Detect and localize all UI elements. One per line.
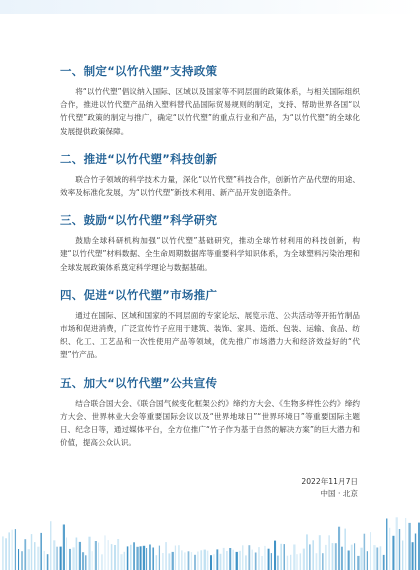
section-paragraph: 通过在国际、区域和国家的不同层面的专家论坛、展览示范、公共活动等开拓竹制品市场和促进消费，广泛宣传竹子应用于建筑、装饰、家具、造纸、包装、运输、食品、纺织、化工、工艺品和一次性使用产品等领域，优先推广市场潜力大和经济效益好的“代塑”竹产品。 <box>60 310 360 360</box>
bamboo-stalk <box>268 549 270 570</box>
bamboo-stalk <box>309 544 310 570</box>
section-title: 四、促进“以竹代塑”市场推广 <box>60 287 218 302</box>
bamboo-stalk <box>213 554 214 570</box>
bamboo-stalk <box>56 547 57 570</box>
bamboo-stalk <box>34 542 35 570</box>
section-paragraph: 鼓励全球科研机构加强“以竹代塑”基础研究，推动全球竹材利用的科技创新，构建“以竹代塑”材料数据、全生命周期数据库等重要科学知识体系，为全球塑料污染治理和全球发展政策体系奠定科学理论与数据基础。 <box>60 236 360 272</box>
bamboo-stalk <box>92 551 93 570</box>
bamboo-stalk <box>242 545 243 570</box>
bamboo-stalk <box>2 536 4 570</box>
bamboo-stalk <box>367 551 368 570</box>
bamboo-stalk <box>306 534 308 570</box>
bamboo-stalk <box>24 539 26 570</box>
bamboo-stalk <box>37 547 39 570</box>
section-publicity <box>60 376 360 450</box>
bamboo-stalk <box>181 550 182 570</box>
bamboo-stalk <box>31 534 32 570</box>
bamboo-stalk <box>399 529 400 570</box>
bamboo-stalk <box>159 546 160 570</box>
bamboo-stalk <box>220 554 222 570</box>
bamboo-stalk <box>408 523 410 570</box>
bamboo-stalk <box>293 545 295 570</box>
bamboo-stalk <box>364 534 366 570</box>
bamboo-stalk <box>351 545 353 570</box>
bamboo-stalk <box>312 540 314 570</box>
bamboo-stalk <box>252 550 253 570</box>
bamboo-stalk <box>98 543 99 570</box>
bamboo-stalk <box>338 527 340 570</box>
bamboo-stalk <box>114 545 116 570</box>
bamboo-stalk <box>101 554 103 570</box>
bamboo-stalk <box>200 550 202 570</box>
bamboo-stalk <box>232 550 234 570</box>
bamboo-stalk <box>8 532 10 570</box>
bamboo-stalk <box>194 555 196 570</box>
bamboo-stalk <box>239 551 241 570</box>
bamboo-stalk <box>156 555 158 570</box>
bamboo-stalk <box>175 546 176 570</box>
bamboo-stalk <box>245 555 246 570</box>
bamboo-stalk <box>325 545 326 570</box>
bamboo-stalk <box>178 545 180 570</box>
bamboo-stalk <box>21 551 23 570</box>
bamboo-stalk <box>40 533 42 570</box>
bamboo-stalk <box>287 556 288 570</box>
section-technology <box>60 152 360 199</box>
bamboo-stalk <box>290 555 291 570</box>
bamboo-stalk <box>348 551 350 570</box>
bamboo-stalk <box>402 541 403 570</box>
bamboo-stalk <box>127 546 129 570</box>
bamboo-stalk <box>370 532 371 570</box>
bamboo-stalk <box>210 555 212 570</box>
bamboo-stalk <box>392 536 394 570</box>
bamboo-stalk <box>216 549 218 570</box>
bamboo-stalk <box>149 545 151 570</box>
bamboo-stalk <box>303 549 305 570</box>
bamboo-stalk <box>255 553 257 570</box>
bamboo-stalk <box>79 542 81 570</box>
bamboo-stalk <box>277 556 278 570</box>
bamboo-stalk <box>69 549 71 570</box>
bamboo-stalk <box>236 552 238 570</box>
bamboo-stalk <box>357 556 359 570</box>
bamboo-stalk <box>117 539 119 570</box>
bamboo-stalk <box>111 544 113 570</box>
bamboo-stalk <box>341 547 343 570</box>
signature-place: 中国 · 北京 <box>320 489 358 498</box>
section-paragraph: 联合竹子领域的科学技术力量，深化“以竹代塑”科技合作，创新竹产品代塑的用途、效率及标准化发展，为“以竹代塑”新技术利用、新产品开发创造条件。 <box>60 174 360 198</box>
section-title: 三、鼓励“以竹代塑”科学研究 <box>60 213 218 228</box>
bamboo-stalk <box>50 521 51 570</box>
bamboo-stalk <box>82 552 84 570</box>
bamboo-stalk <box>226 551 228 570</box>
bamboo-stalk <box>133 542 135 570</box>
bamboo-stalk <box>264 546 265 570</box>
bamboo-stalk <box>143 546 145 570</box>
bamboo-stalk <box>229 548 231 570</box>
bamboo-stalk <box>184 552 185 570</box>
bamboo-stalk <box>15 529 16 570</box>
bamboo-stalk <box>168 553 170 570</box>
bamboo-stalk <box>284 544 285 570</box>
bamboo-stalk <box>28 549 30 570</box>
section-title: 五、加大“以竹代塑”公共宣传 <box>60 375 218 390</box>
bamboo-stalk <box>332 543 334 570</box>
bamboo-stalk <box>274 541 276 570</box>
bamboo-stalk <box>415 534 416 570</box>
section-title: 一、制定“以竹代塑”支持政策 <box>60 64 218 78</box>
section-research <box>60 213 360 274</box>
bamboo-stalk <box>344 529 346 570</box>
bamboo-stalk <box>280 544 282 570</box>
document-body <box>60 64 360 463</box>
bamboo-stalk <box>248 545 250 570</box>
bamboo-stalk <box>197 552 198 570</box>
bamboo-stalk <box>130 545 132 570</box>
section-title: 二、推进“以竹代塑”科技创新 <box>60 151 218 166</box>
bamboo-stalk <box>60 547 62 570</box>
bamboo-stalk <box>85 555 86 570</box>
bamboo-stalk <box>389 528 390 570</box>
bamboo-stalk <box>316 553 318 570</box>
bamboo-stalk <box>354 543 355 570</box>
bamboo-stalk <box>319 535 321 570</box>
bamboo-stalk <box>18 549 19 570</box>
bamboo-stalk <box>405 518 406 570</box>
bamboo-stalk <box>5 538 7 570</box>
bamboo-stalk <box>88 537 90 570</box>
bamboo-illustration <box>0 510 420 570</box>
top-decorative-band <box>0 0 420 14</box>
bamboo-stalk <box>188 551 190 570</box>
bamboo-stalk <box>104 535 105 570</box>
bamboo-stalk <box>328 535 329 570</box>
bamboo-stalk <box>172 552 174 570</box>
section-market <box>60 288 360 362</box>
section-paragraph: 将“以竹代塑”倡议纳入国际、区域以及国家等不同层面的政策体系，与相关国际组织合作，推进以竹代塑产品纳入塑料替代品国际贸易规则的制定，支持、帮助世界各国“以竹代塑”政策的制定与推广，确定“以竹代塑”的重点行业和产品，为“以竹代塑”的全球化发展提供政策保障。 <box>60 87 360 136</box>
bamboo-stalk <box>66 538 67 570</box>
bamboo-stalk <box>72 547 74 570</box>
bamboo-stalk <box>124 552 125 570</box>
bamboo-stalk <box>152 548 154 570</box>
bamboo-stalk <box>95 541 97 570</box>
bamboo-stalk <box>412 542 414 570</box>
bamboo-stalk <box>53 540 55 570</box>
section-policy <box>60 64 360 138</box>
bamboo-stalk <box>63 525 65 570</box>
bamboo-stalk <box>165 542 167 570</box>
bamboo-stalk <box>271 553 272 570</box>
bamboo-stalk <box>191 552 192 570</box>
bamboo-stalk <box>322 553 324 570</box>
bamboo-stalk <box>335 543 337 570</box>
bamboo-stalk <box>136 547 138 570</box>
bamboo-stalk <box>376 548 378 570</box>
bamboo-stalk <box>300 553 301 570</box>
bamboo-stalk <box>140 546 142 570</box>
bamboo-stalk <box>108 540 109 570</box>
bamboo-stalk <box>76 538 78 570</box>
bamboo-stalk <box>258 547 260 570</box>
bamboo-stalk <box>380 546 382 570</box>
bamboo-stalk <box>207 551 209 570</box>
bamboo-stalk <box>12 530 13 570</box>
section-paragraph: 结合联合国大会、《联合国气候变化框架公约》缔约方大会、《生物多样性公约》缔约方大会、世界林业大会等重要国际会议以及“世界地球日”“世界环境日”等重要国际主题日、纪念日等，通过媒体平台，全方位推广“竹子作为基于自然的解决方案”的巨大潜力和价值，提高公众认识。 <box>60 398 360 448</box>
signature-date: 2022年11月7日 <box>301 477 358 486</box>
bamboo-stalk <box>373 545 375 570</box>
bamboo-stalk <box>261 556 263 570</box>
bamboo-stalk <box>223 548 225 570</box>
bamboo-stalk <box>120 554 122 570</box>
bamboo-stalk <box>44 551 45 570</box>
signature-block <box>301 476 358 500</box>
bamboo-stalk <box>146 548 147 570</box>
bamboo-stalk <box>296 554 297 570</box>
bamboo-stalk <box>386 519 387 570</box>
bamboo-stalk <box>47 554 49 570</box>
bamboo-stalk <box>162 553 164 570</box>
bamboo-stalk <box>360 548 362 570</box>
bamboo-stalk <box>396 517 398 570</box>
bamboo-stalk <box>204 550 206 570</box>
bamboo-stalk <box>383 555 385 570</box>
